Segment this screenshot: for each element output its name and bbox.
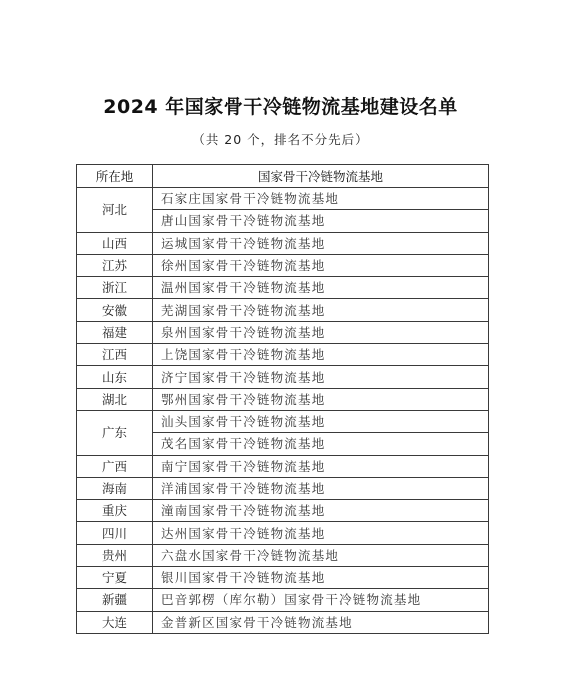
province-cell: 宁夏 — [77, 567, 153, 589]
base-name-cell: 银川国家骨干冷链物流基地 — [153, 567, 489, 589]
province-cell: 浙江 — [77, 277, 153, 299]
province-cell: 新疆 — [77, 589, 153, 611]
base-name-cell: 徐州国家骨干冷链物流基地 — [153, 254, 489, 276]
table-row — [77, 410, 489, 432]
province-cell: 广西 — [77, 455, 153, 477]
base-name-cell: 温州国家骨干冷链物流基地 — [153, 277, 489, 299]
base-name-cell: 上饶国家骨干冷链物流基地 — [153, 344, 489, 366]
province-cell: 河北 — [77, 188, 153, 233]
base-list-table — [76, 164, 489, 634]
province-cell: 山东 — [77, 366, 153, 388]
base-name-cell: 芜湖国家骨干冷链物流基地 — [153, 299, 489, 321]
base-name-cell: 运城国家骨干冷链物流基地 — [153, 232, 489, 254]
table-row — [77, 611, 489, 633]
table-row — [77, 522, 489, 544]
base-name-cell: 茂名国家骨干冷链物流基地 — [153, 433, 489, 455]
table-row — [77, 299, 489, 321]
base-name-cell: 南宁国家骨干冷链物流基地 — [153, 455, 489, 477]
header-base: 国家骨干冷链物流基地 — [153, 165, 489, 188]
base-name-cell: 金普新区国家骨干冷链物流基地 — [153, 611, 489, 633]
base-name-cell: 巴音郭楞（库尔勒）国家骨干冷链物流基地 — [153, 589, 489, 611]
table-body — [77, 188, 489, 634]
table-row — [77, 366, 489, 388]
header-location: 所在地 — [77, 165, 153, 188]
province-cell: 安徽 — [77, 299, 153, 321]
province-cell: 江西 — [77, 344, 153, 366]
table-row — [77, 500, 489, 522]
table-header-row — [77, 165, 489, 188]
base-name-cell: 济宁国家骨干冷链物流基地 — [153, 366, 489, 388]
document-subtitle: （共 20 个，排名不分先后） — [192, 132, 369, 147]
table-row — [77, 567, 489, 589]
province-cell: 大连 — [77, 611, 153, 633]
province-cell: 广东 — [77, 410, 153, 455]
base-name-cell: 泉州国家骨干冷链物流基地 — [153, 321, 489, 343]
table-row — [77, 544, 489, 566]
base-name-cell: 洋浦国家骨干冷链物流基地 — [153, 477, 489, 499]
province-cell: 福建 — [77, 321, 153, 343]
base-name-cell: 六盘水国家骨干冷链物流基地 — [153, 544, 489, 566]
province-cell: 江苏 — [77, 254, 153, 276]
table-row — [77, 188, 489, 210]
table-row — [77, 455, 489, 477]
province-cell: 海南 — [77, 477, 153, 499]
base-name-cell: 唐山国家骨干冷链物流基地 — [153, 210, 489, 232]
base-name-cell: 潼南国家骨干冷链物流基地 — [153, 500, 489, 522]
base-name-cell: 汕头国家骨干冷链物流基地 — [153, 410, 489, 432]
table-row — [77, 277, 489, 299]
base-name-cell: 石家庄国家骨干冷链物流基地 — [153, 188, 489, 210]
table-row — [77, 477, 489, 499]
table-row — [77, 232, 489, 254]
province-cell: 四川 — [77, 522, 153, 544]
province-cell: 重庆 — [77, 500, 153, 522]
table-row — [77, 344, 489, 366]
table-row — [77, 589, 489, 611]
base-name-cell: 达州国家骨干冷链物流基地 — [153, 522, 489, 544]
table-row — [77, 254, 489, 276]
province-cell: 贵州 — [77, 544, 153, 566]
province-cell: 山西 — [77, 232, 153, 254]
document-title: 2024 年国家骨干冷链物流基地建设名单 — [103, 96, 458, 118]
table-row — [77, 321, 489, 343]
table-row — [77, 388, 489, 410]
base-name-cell: 鄂州国家骨干冷链物流基地 — [153, 388, 489, 410]
province-cell: 湖北 — [77, 388, 153, 410]
